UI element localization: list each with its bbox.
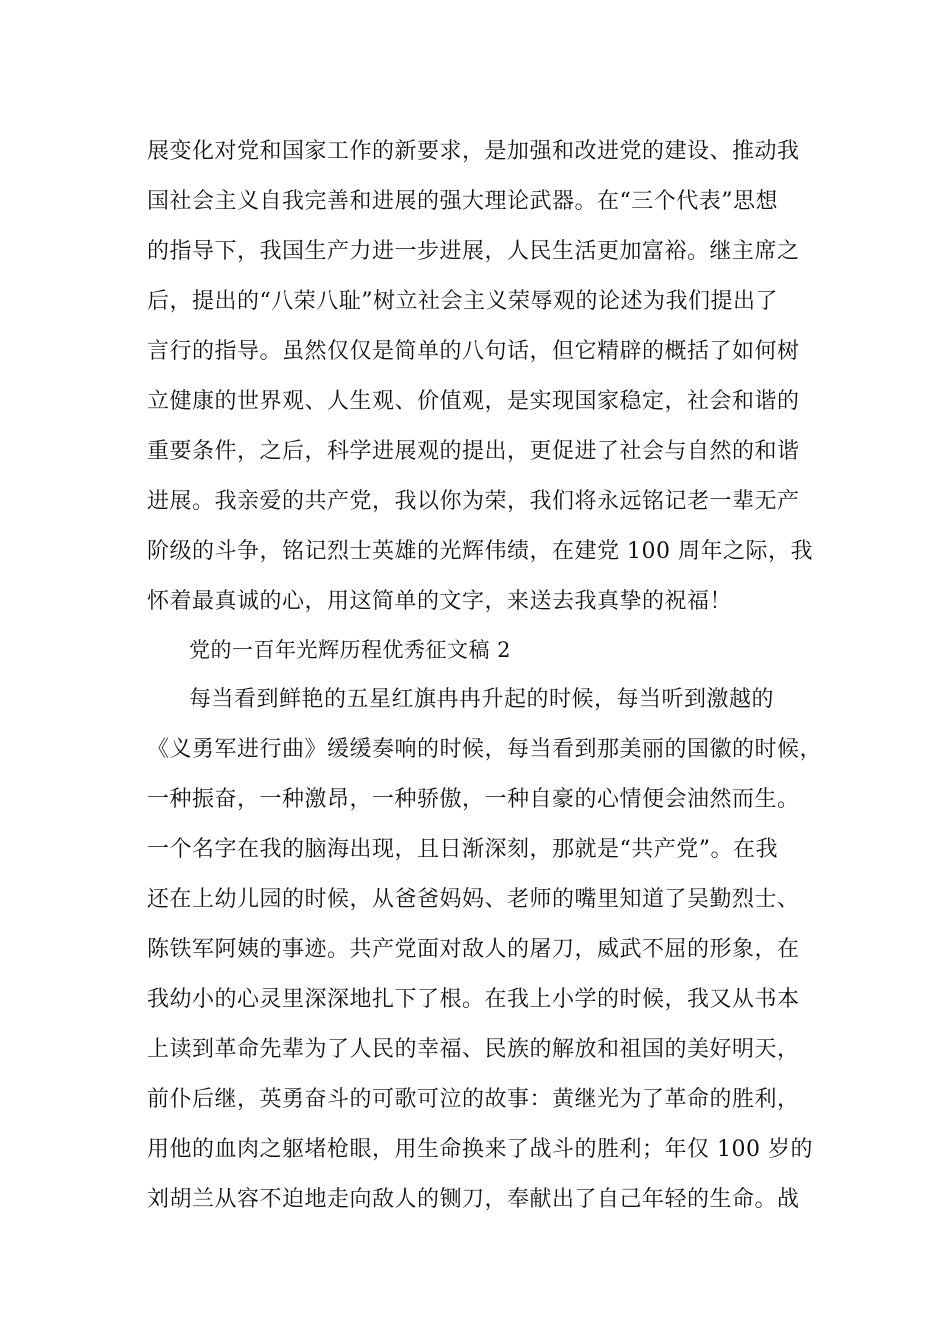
text-line: 立健康的世界观、人生观、价值观，是实现国家稳定，社会和谐的 [147,389,800,414]
text-line: 上读到革命先辈为了人民的幸福、民族的解放和祖国的美好明天， [147,1037,800,1062]
text-line: 的指导下，我国生产力进一步进展，人民生活更加富裕。继主席之 [147,239,800,264]
text-line: 陈铁军阿姨的事迹。共产党面对敌人的屠刀，威武不屈的形象，在 [147,937,800,962]
text-line: 每当看到鲜艳的五星红旗冉冉升起的时候，每当听到激越的 [189,687,775,712]
text-line: 前仆后继，英勇奋斗的可歌可泣的故事：黄继光为了革命的胜利， [147,1087,800,1112]
text-line: 言行的指导。虽然仅仅是简单的八句话，但它精辟的概括了如何树 [147,339,800,364]
text-line: 一个名字在我的脑海出现，且日渐深刻，那就是“共产党”。在我 [147,837,778,862]
text-line: 后，提出的“八荣八耻”树立社会主义荣辱观的论述为我们提出了 [147,289,778,314]
text-line: 《义勇军进行曲》缓缓奏响的时候，每当看到那美丽的国徽的时候， [147,737,823,762]
text-line: 一种振奋，一种激昂，一种骄傲，一种自豪的心情便会油然而生。 [147,787,800,812]
text-line: 展变化对党和国家工作的新要求，是加强和改进党的建设、推动我 [147,139,800,164]
text-line: 用他的血肉之躯堵枪眼，用生命换来了战斗的胜利；年仅 100 岁的 [147,1137,813,1162]
text-line: 进展。我亲爱的共产党，我以你为荣，我们将永远铭记老一辈无产 [147,489,800,514]
text-line: 刘胡兰从容不迫地走向敌人的铡刀，奉献出了自己年轻的生命。战 [147,1187,800,1212]
section-heading: 党的一百年光辉历程优秀征文稿 2 [189,638,512,662]
text-line: 我幼小的心灵里深深地扎下了根。在我上小学的时候，我又从书本 [147,987,800,1012]
text-line: 怀着最真诚的心，用这简单的文字，来送去我真挚的祝福！ [147,589,733,614]
text-line: 国社会主义自我完善和进展的强大理论武器。在“三个代表”思想 [147,189,778,214]
text-line: 阶级的斗争，铭记烈士英雄的光辉伟绩，在建党 100 周年之际，我 [147,539,813,564]
text-line: 还在上幼儿园的时候，从爸爸妈妈、老师的嘴里知道了吴勤烈士、 [147,887,800,912]
text-line: 重要条件，之后，科学进展观的提出，更促进了社会与自然的和谐 [147,439,800,464]
